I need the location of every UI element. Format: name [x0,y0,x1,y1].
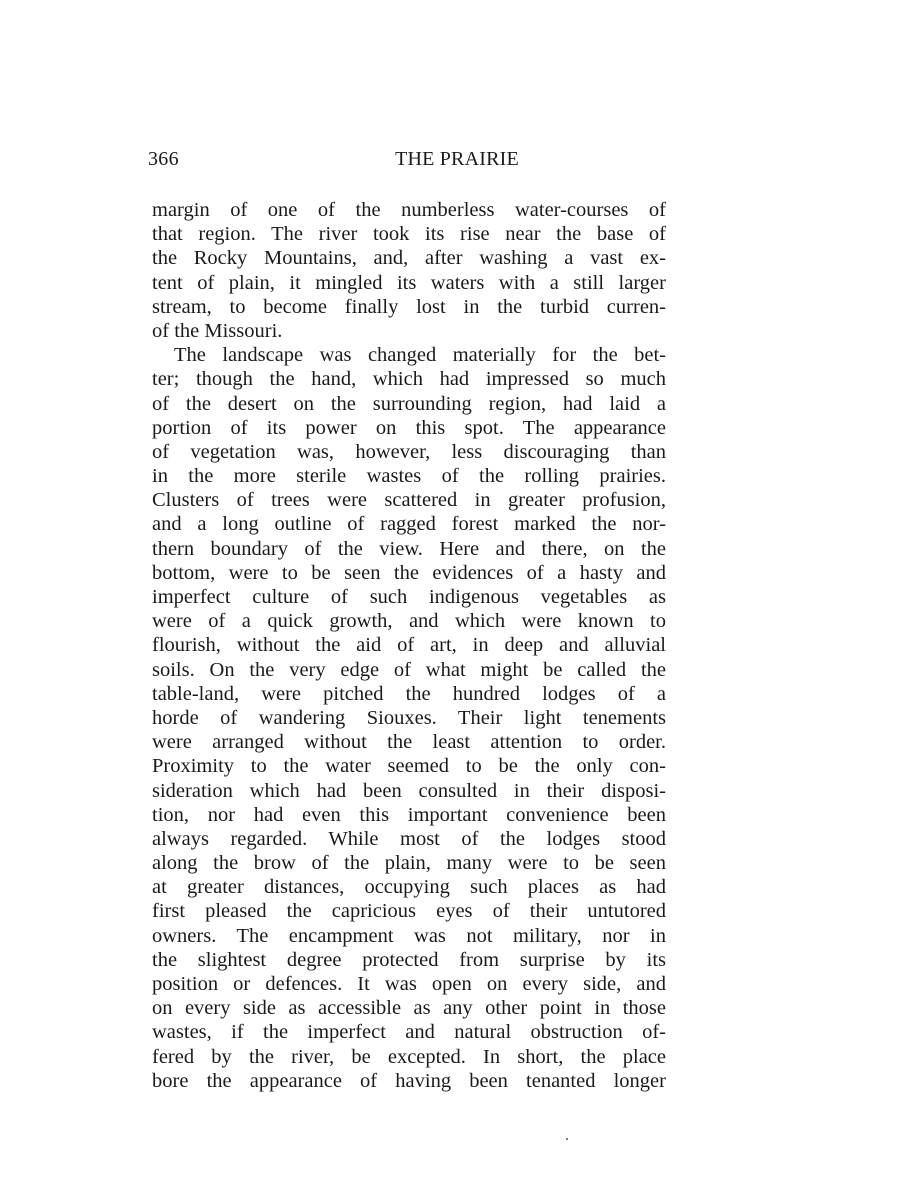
text-line: ter; though the hand, which had impressed so much [152,368,666,391]
text-line: stream, to become finally lost in the turbid curren- [152,295,666,318]
text-line: table-land, were pitched the hundred lodges of a [152,682,666,705]
text-line: wastes, if the imperfect and natural obstruction of- [152,1021,666,1044]
text-line: were of a quick growth, and which were known to [152,610,666,633]
text-line: tion, nor had even this important convenience been [152,803,666,826]
text-line: of the desert on the surrounding region, had laid a [152,392,666,415]
text-line: Clusters of trees were scattered in greater profusion, [152,489,666,512]
paragraph-first-line: The landscape was changed materially for the bet- [174,344,666,367]
book-title: THE PRAIRIE [395,148,519,170]
text-line: bore the appearance of having been tenanted longer [152,1069,666,1092]
text-line: of vegetation was, however, less discouraging than [152,440,666,463]
text-line: first pleased the capricious eyes of their untutored [152,900,666,923]
text-line: that region. The river took its rise near the base of [152,223,666,246]
text-line: fered by the river, be excepted. In short, the place [152,1045,666,1068]
text-line: soils. On the very edge of what might be called the [152,658,666,681]
text-line: flourish, without the aid of art, in deep and alluvial [152,634,666,657]
text-line: portion of its power on this spot. The appearance [152,416,666,439]
text-line: on every side as accessible as any other point in those [152,997,666,1020]
text-line: owners. The encampment was not military, nor in [152,924,666,947]
text-line: in the more sterile wastes of the rolling prairies. [152,465,666,488]
text-line: thern boundary of the view. Here and there, on the [152,537,666,560]
paper-speck [566,1138,568,1140]
text-line: along the brow of the plain, many were to be seen [152,852,666,875]
text-line: tent of plain, it mingled its waters with a still larger [152,271,666,294]
text-line: of the Missouri. [152,319,283,342]
text-line: horde of wandering Siouxes. Their light tenements [152,706,666,729]
text-line: and a long outline of ragged forest marked the nor- [152,513,666,536]
text-line: bottom, were to be seen the evidences of a hasty and [152,561,666,584]
text-line: Proximity to the water seemed to be the only con- [152,755,666,778]
text-line: the Rocky Mountains, and, after washing a vast ex- [152,247,666,270]
text-line: were arranged without the least attention to order. [152,731,666,754]
text-line: at greater distances, occupying such places as had [152,876,666,899]
text-line: margin of one of the numberless water-courses of [152,199,666,221]
text-line: sideration which had been consulted in their disposi- [152,779,666,802]
text-line: the slightest degree protected from surprise by its [152,948,666,971]
text-line: always regarded. While most of the lodges stood [152,827,666,850]
body-text [152,198,666,1093]
page-number: 366 [148,148,179,170]
text-line: position or defences. It was open on every side, and [152,973,666,995]
text-line: imperfect culture of such indigenous vegetables as [152,586,666,608]
running-head [148,148,670,174]
